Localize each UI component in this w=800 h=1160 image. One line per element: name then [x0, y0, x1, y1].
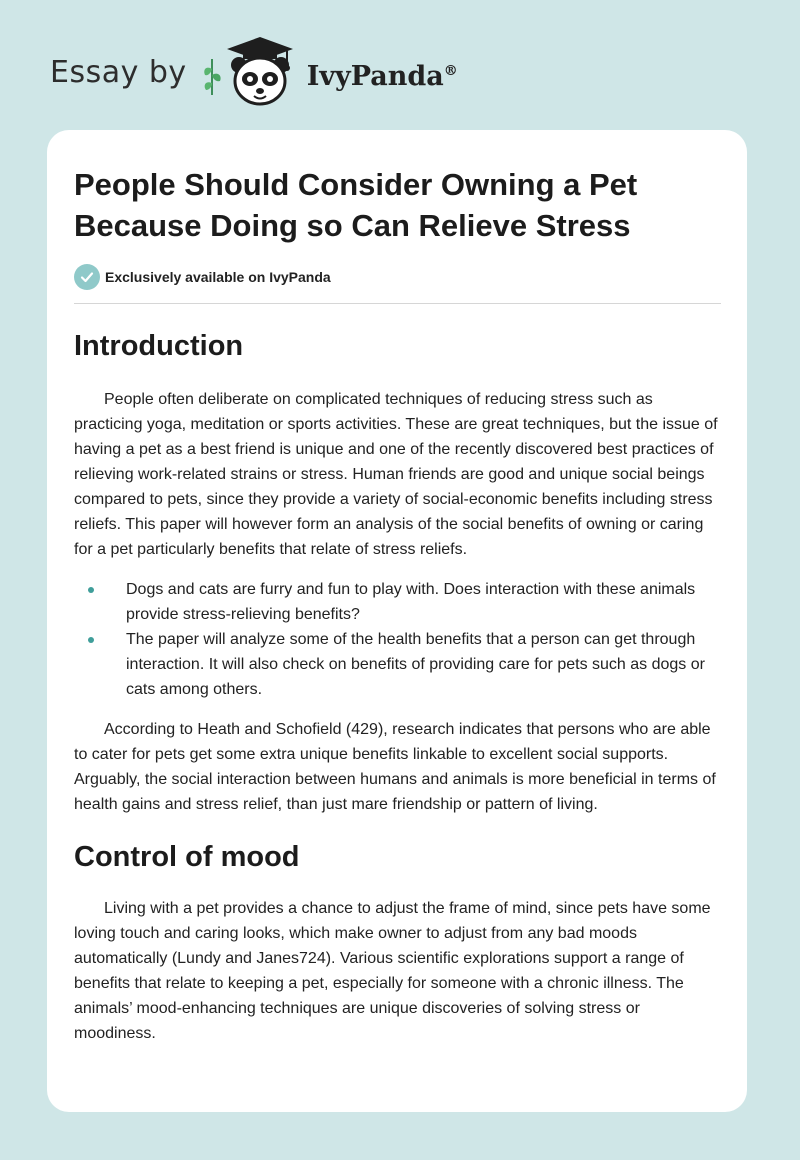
- divider: [74, 303, 721, 304]
- site-header: [50, 32, 458, 112]
- title-line-2: Because Doing so Can Relieve Stress: [74, 208, 631, 243]
- mood-paragraph-1: Living with a pet provides a chance to adjust the frame of mind, since pets have some loving touch and caring looks, which make owner to adjust from any bad moods automatically (Lundy and Janes724). Various scientific explorations support a range of benefits that relate to keeping a pet, especially for someone with a chronic illness. The animals’ mood-enhancing techniques are unique discoveries of solving stress or moodiness.: [74, 900, 711, 1042]
- essay-by-label: Essay by: [50, 54, 187, 90]
- list-item: The paper will analyze some of the health benefits that a person can get through interaction. It will also check on benefits of providing care for pets such as dogs or cats among others.: [74, 627, 721, 702]
- bullet-icon: [88, 637, 94, 643]
- intro-bullet-list: [74, 577, 721, 702]
- badge-label: Exclusively available on IvyPanda: [105, 269, 331, 285]
- ivy-leaf-icon: [201, 57, 223, 97]
- section-heading-introduction: Introduction: [74, 330, 244, 362]
- exclusive-badge: [74, 263, 721, 291]
- intro-paragraph-2: According to Heath and Schofield (429), research indicates that persons who are able to cater for pets get some extra unique benefits linkable to excellent social supports. Arguably, the social interaction between humans and animals is more beneficial in terms of health gains and stress relief, than just mare friendship or pattern of living.: [74, 721, 716, 813]
- intro-paragraph-1: People often deliberate on complicated techniques of reducing stress such as practicing yoga, meditation or sports activities. These are great techniques, but the issue of having a pet as a best friend is unique and one of the recently discovered best practices of relieving work-related strains or stress. Human friends are good and unique social beings compared to pets, since they provide a variety of social-economic benefits including stress reliefs. This paper will however form an analysis of the social benefits of owning or caring for a pet particularly benefits that relate of stress reliefs.: [74, 391, 718, 558]
- panda-logo-icon: [225, 35, 295, 109]
- bullet-icon: [88, 587, 94, 593]
- list-item: Dogs and cats are furry and fun to play with. Does interaction with these animals provide stress-relieving benefits?: [74, 577, 721, 627]
- section-heading-control-of-mood: Control of mood: [74, 841, 300, 873]
- title-line-1: People Should Consider Owning a Pet: [74, 167, 638, 202]
- essay-card: [47, 130, 747, 1112]
- check-icon: [74, 264, 100, 290]
- brand-name: IvyPanda®: [306, 60, 458, 92]
- page-title: [74, 164, 721, 246]
